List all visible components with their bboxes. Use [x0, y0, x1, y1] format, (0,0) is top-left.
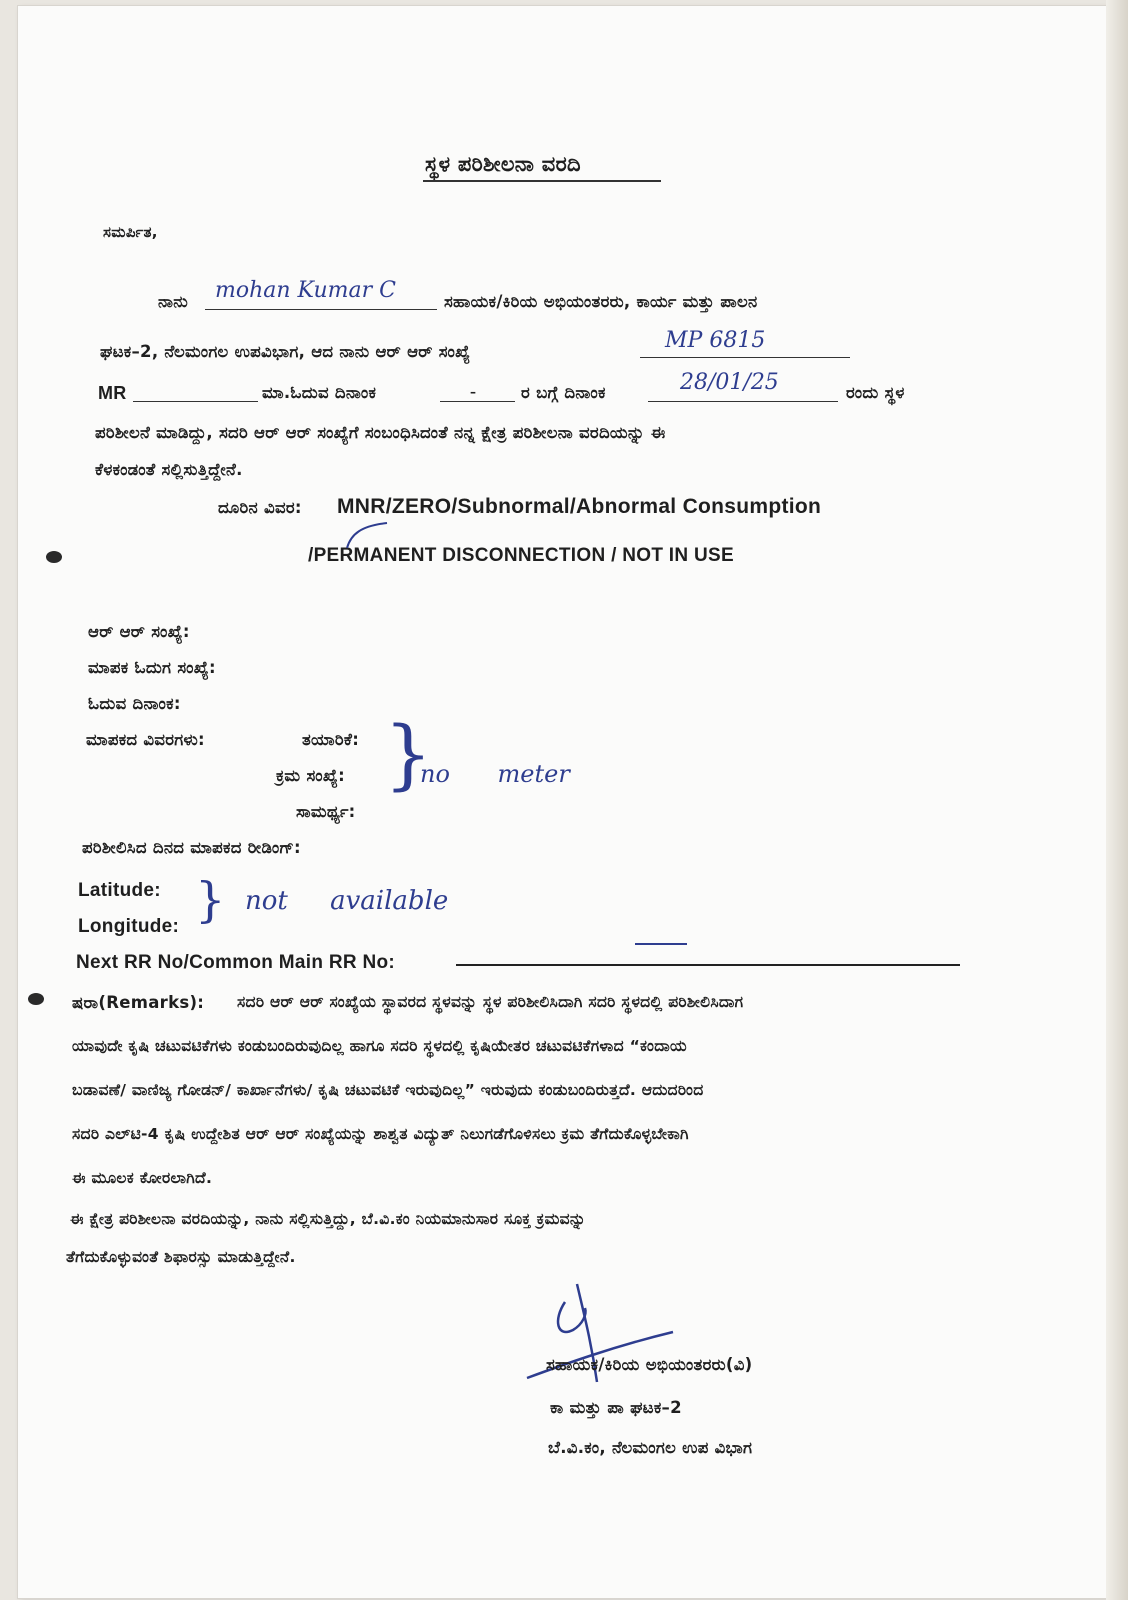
complaint-types-line2: /PERMANENT DISCONNECTION / NOT IN USE: [308, 545, 734, 566]
date-blank-line: [648, 401, 838, 402]
rr-blank-line: [640, 357, 850, 358]
signatory-designation: ಸಹಾಯಕ/ಕಿರಿಯ ಅಭಿಯಂತರರು(ವಿ): [546, 1355, 753, 1374]
closing-line-2: ತೆಗೆದುಕೊಳ್ಳುವಂತೆ ಶಿಫಾರಸ್ಸು ಮಾಡುತ್ತಿದ್ದೇನೆ.: [66, 1248, 296, 1266]
rr-number-handwritten: MP 6815: [665, 328, 766, 353]
punch-hole-bottom: [28, 993, 44, 1005]
complaint-label: ದೂರಿನ ವಿವರ:: [218, 498, 302, 517]
brace-mark-coords: }: [195, 872, 226, 928]
field-next-rr: Next RR No/Common Main RR No:: [76, 952, 396, 973]
intro-start: ನಾನು: [158, 292, 189, 311]
remarks-line-1: ಸದರಿ ಆರ್ ಆರ್ ಸಂಖ್ಯೆಯ ಸ್ಥಾವರದ ಸ್ಥಳವನ್ನು ಸ್ಥಳ ಪರಿಶೀಲಿಸಿದಾಗಿ ಸದರಿ ಸ್ಥಳದಲ್ಲಿ ಪರಿಶೀಲಿಸಿದಾಗ: [237, 993, 744, 1011]
signatory-office: ಬೆ.ವಿ.ಕಂ, ನೆಲಮಂಗಲ ಉಪ ವಿಭಾಗ: [548, 1438, 753, 1457]
remarks-line-3: ಬಡಾವಣೆ/ ವಾಣಿಜ್ಯ ಗೋಡನ್/ ಕಾರ್ಖಾನೆಗಳು/ ಕೃಷಿ ಚಟುವಟಿಕೆ ಇರುವುದಿಲ್ಲ” ಇರುವುದು ಕಂಡುಬಂದಿರುತ್ತದೆ. ಆದುದರಿಂದ: [72, 1081, 704, 1099]
title-underline: [423, 180, 661, 182]
field-meter-reader-no: ಮಾಪಕ ಓದುಗ ಸಂಖ್ಯೆ:: [88, 658, 216, 677]
mr-label: MR: [98, 383, 127, 403]
next-rr-blank-line: [456, 964, 960, 966]
field-make: ತಯಾರಿಕೆ:: [302, 730, 360, 749]
reading-date-text: ಮಾ.ಓದುವ ದಿನಾಂಕ: [262, 383, 377, 402]
coords-handwritten: not available: [245, 886, 449, 916]
officer-name-handwritten: mohan Kumar C: [215, 278, 396, 303]
field-latitude: Latitude:: [78, 880, 161, 901]
field-meter-details: ಮಾಪಕದ ವಿವರಗಳು:: [86, 730, 205, 749]
about-date-text: ರ ಬಗ್ಗೆ ದಿನಾಂಕ: [521, 383, 606, 402]
remarks-line-2: ಯಾವುದೇ ಕೃಷಿ ಚಟುವಟಿಕೆಗಳು ಕಂಡುಬಂದಿರುವುದಿಲ್ಲ ಹಾಗೂ ಸದರಿ ಸ್ಥಳದಲ್ಲಿ ಕೃಷಿಯೇತರ ಚಟುವಟಿಕೆಗಳಾದ “ಕಂದಾಯ: [72, 1037, 687, 1055]
meter-handwritten: no meter: [420, 760, 570, 788]
brace-mark: }: [384, 709, 433, 798]
page-title: ಸ್ಥಳ ಪರಿಶೀಲನಾ ವರದಿ: [425, 152, 581, 176]
salutation: ಸಮರ್ಪಿತ,: [103, 223, 158, 241]
inspection-date-handwritten: 28/01/25: [680, 370, 779, 395]
field-longitude: Longitude:: [78, 916, 180, 937]
punch-hole-top: [46, 551, 62, 563]
field-rr-no: ಆರ್ ಆರ್ ಸಂಖ್ಯೆ:: [88, 622, 190, 641]
page-edge: [1106, 0, 1128, 1600]
field-reading-date: ಓದುವ ದಿನಾಂಕ:: [88, 694, 181, 713]
complaint-types-line1: MNR/ZERO/Subnormal/Abnormal Consumption: [337, 495, 822, 518]
next-rr-handwritten-dash: [635, 943, 687, 945]
intro-line-4: ಪರಿಶೀಲನೆ ಮಾಡಿದ್ದು, ಸದರಿ ಆರ್ ಆರ್ ಸಂಖ್ಯೆಗೆ ಸಂಬಂಧಿಸಿದಂತೆ ನನ್ನ ಕ್ಷೇತ್ರ ಪರಿಶೀಲನಾ ವರದಿಯನ್ನು ಈ: [95, 423, 666, 442]
remarks-label: ಷರಾ(Remarks):: [72, 993, 205, 1012]
closing-line-1: ಈ ಕ್ಷೇತ್ರ ಪರಿಶೀಲನಾ ವರದಿಯನ್ನು, ನಾನು ಸಲ್ಲಿಸುತ್ತಿದ್ದು, ಬೆ.ವಿ.ಕಂ ನಿಯಮಾನುಸಾರ ಸೂಕ್ತ ಕ್ರಮವನ್ನು: [70, 1210, 586, 1228]
mr-blank-line: [133, 401, 258, 402]
remarks-line-5: ಈ ಮೂಲಕ ಕೋರಲಾಗಿದೆ.: [72, 1169, 213, 1187]
intro-place-text: ರಂದು ಸ್ಥಳ: [846, 383, 905, 402]
field-inspection-reading: ಪರಿಶೀಲಿಸಿದ ದಿನದ ಮಾಪಕದ ರೀಡಿಂಗ್:: [82, 838, 301, 857]
reading-date-blank: [440, 401, 515, 402]
signatory-unit: ಕಾ ಮತ್ತು ಪಾ ಘಟಕ–2: [550, 1398, 682, 1417]
intro-designation: ಸಹಾಯಕ/ಕಿರಿಯ ಅಭಿಯಂತರರು, ಕಾರ್ಯ ಮತ್ತು ಪಾಲನ: [444, 292, 758, 311]
reading-date-dash: –: [470, 385, 477, 399]
intro-line-2: ಘಟಕ–2, ನೆಲಮಂಗಲ ಉಪವಿಭಾಗ, ಆದ ನಾನು ಆರ್ ಆರ್ ಸಂಖ್ಯೆ: [100, 342, 471, 361]
name-blank-line: [205, 309, 437, 310]
field-serial-no: ಕ್ರಮ ಸಂಖ್ಯೆ:: [276, 766, 345, 785]
field-capacity: ಸಾಮರ್ಥ್ಯ:: [296, 802, 356, 821]
handwritten-mark: [345, 520, 405, 550]
intro-line-5: ಕೆಳಕಂಡಂತೆ ಸಲ್ಲಿಸುತ್ತಿದ್ದೇನೆ.: [95, 460, 243, 479]
remarks-line-4: ಸದರಿ ಎಲ್‌ಟಿ-4 ಕೃಷಿ ಉದ್ದೇಶಿತ ಆರ್ ಆರ್ ಸಂಖ್ಯೆಯನ್ನು ಶಾಶ್ವತ ವಿದ್ಯುತ್ ನಿಲುಗಡೆಗೊಳಿಸಲು ಕ್ರಮ ತೆಗೆದುಕೊಳ್ಳಬೇಕಾಗಿ: [72, 1125, 689, 1143]
